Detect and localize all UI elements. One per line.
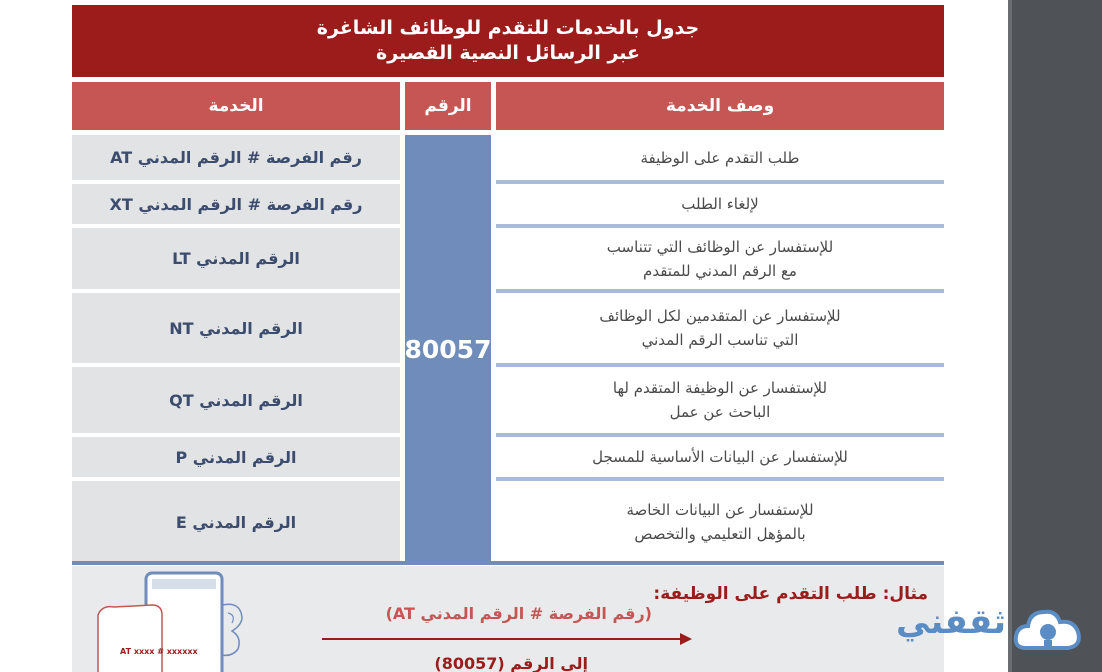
header-number: الرقم bbox=[405, 82, 491, 130]
example-send-to: إلى الرقم (80057) bbox=[434, 654, 588, 672]
row-6-desc-line-1: للإستفسار عن البيانات الأساسية للمسجل bbox=[592, 448, 848, 466]
row-3-desc-line-2: مع الرقم المدني للمتقدم bbox=[643, 261, 797, 280]
row-7-description bbox=[496, 481, 944, 563]
example-arrow-line bbox=[322, 638, 682, 640]
row-1-service: رقم الفرصة # الرقم المدني AT bbox=[72, 135, 400, 180]
row-2-description bbox=[496, 184, 944, 228]
row-4-desc-line-1: للإستفسار عن المتقدمين لكل الوظائف bbox=[599, 307, 841, 325]
row-7-desc-line-1: للإستفسار عن البيانات الخاصة bbox=[626, 501, 814, 519]
arrow-right-icon bbox=[680, 633, 692, 645]
row-2-desc-line-1: لإلغاء الطلب bbox=[681, 195, 759, 213]
row-5-desc-line-2: الباحث عن عمل bbox=[669, 403, 771, 421]
example-sms-format: (رقم الفرصة # الرقم المدني AT) bbox=[385, 604, 652, 623]
row-4-description bbox=[496, 293, 944, 367]
phone-illustration bbox=[92, 565, 252, 672]
document-title bbox=[72, 5, 944, 77]
site-logo bbox=[884, 600, 1094, 666]
row-3-desc-line-1: للإستفسار عن الوظائف التي تتناسب bbox=[606, 237, 834, 256]
row-6-description bbox=[496, 437, 944, 481]
row-4-service: الرقم المدني NT bbox=[72, 293, 400, 363]
row-5-desc-line-1: للإستفسار عن الوظيفة المتقدم لها bbox=[612, 379, 828, 397]
row-3-description bbox=[496, 228, 944, 293]
row-1-desc-line-1: طلب التقدم على الوظيفة bbox=[640, 148, 800, 167]
viewer-side-panel bbox=[1012, 0, 1102, 672]
header-service: الخدمة bbox=[72, 82, 400, 130]
row-4-desc-line-2: التي تناسب الرقم المدني bbox=[641, 331, 799, 349]
phone-message-text: AT xxxx # xxxxxx bbox=[120, 647, 198, 656]
title-line-1: جدول بالخدمات للتقدم للوظائف الشاغرة bbox=[316, 17, 700, 39]
row-1-description bbox=[496, 135, 944, 184]
row-6-service: الرقم المدني P bbox=[72, 437, 400, 477]
header-description: وصف الخدمة bbox=[496, 82, 944, 130]
sms-number: 80057 bbox=[405, 135, 491, 563]
lightbulb-cloud-icon bbox=[1012, 602, 1084, 662]
logo-text: ثقفني bbox=[896, 602, 1006, 642]
row-3-service: الرقم المدني LT bbox=[72, 228, 400, 289]
row-7-service: الرقم المدني E bbox=[72, 481, 400, 563]
services-document bbox=[72, 5, 944, 672]
row-5-description bbox=[496, 367, 944, 437]
title-line-2: عبر الرسائل النصية القصيرة bbox=[375, 42, 640, 64]
row-2-service: رقم الفرصة # الرقم المدني XT bbox=[72, 184, 400, 224]
row-5-service: الرقم المدني QT bbox=[72, 367, 400, 433]
row-7-desc-line-2: بالمؤهل التعليمي والتخصص bbox=[634, 525, 806, 543]
example-title: مثال: طلب التقدم على الوظيفة: bbox=[653, 584, 928, 604]
